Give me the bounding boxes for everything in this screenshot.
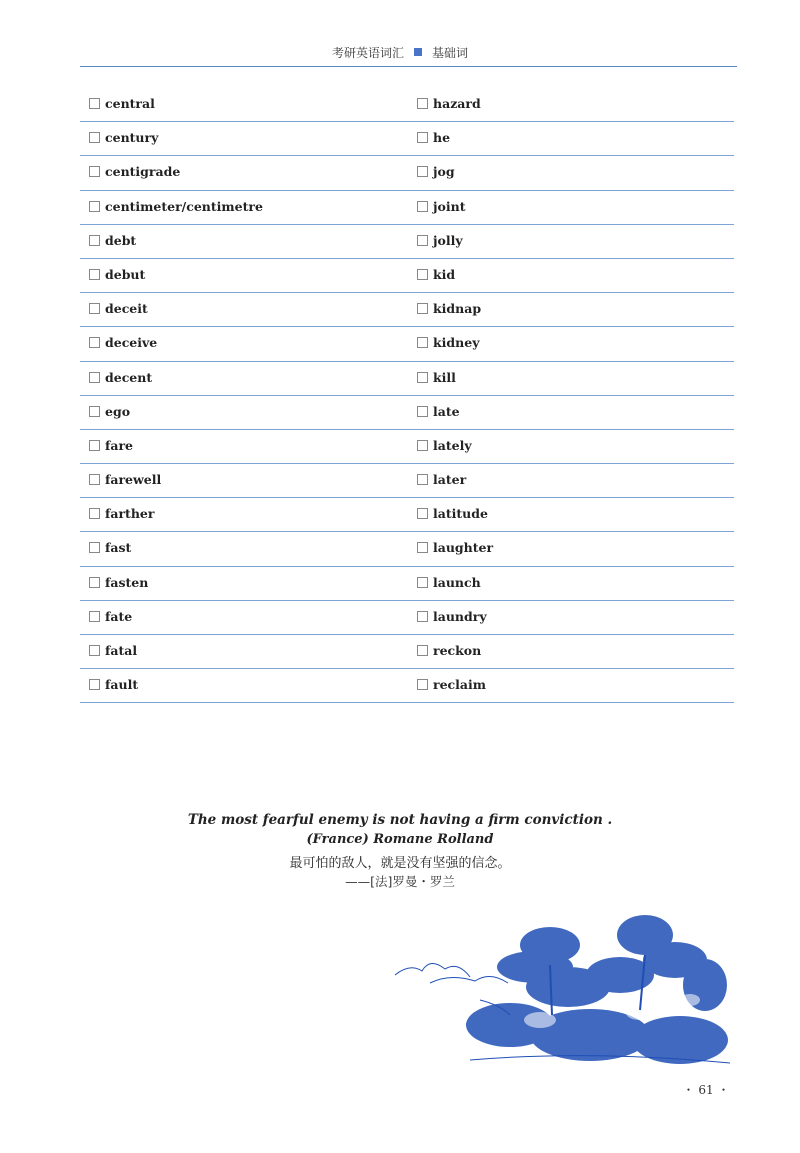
vocab-row — [80, 498, 734, 532]
vocab-word: reclaim — [433, 677, 486, 693]
vocab-row — [80, 396, 734, 430]
vocab-item-right — [417, 404, 460, 422]
vocab-word: fare — [105, 437, 134, 453]
vocab-item-left — [89, 233, 136, 251]
vocab-item-right — [417, 575, 481, 593]
vocab-item-left — [89, 199, 263, 217]
vocab-word: he — [433, 130, 451, 146]
checkbox-icon[interactable] — [89, 235, 100, 246]
vocab-item-right — [417, 130, 450, 148]
checkbox-icon[interactable] — [417, 406, 428, 417]
vocab-word: kill — [433, 369, 456, 385]
checkbox-icon[interactable] — [89, 269, 100, 280]
vocab-item-right — [417, 199, 465, 217]
vocab-item-right — [417, 233, 463, 251]
vocab-item-left — [89, 301, 148, 319]
vocab-row — [80, 88, 734, 122]
checkbox-icon[interactable] — [89, 303, 100, 314]
vocab-item-right — [417, 472, 466, 490]
vocab-word: laundry — [433, 608, 487, 624]
checkbox-icon[interactable] — [89, 166, 100, 177]
checkbox-icon[interactable] — [417, 508, 428, 519]
vocab-row — [80, 635, 734, 669]
vocab-item-right — [417, 301, 481, 319]
checkbox-icon[interactable] — [417, 132, 428, 143]
checkbox-icon[interactable] — [417, 166, 428, 177]
checkbox-icon[interactable] — [417, 440, 428, 451]
vocab-row — [80, 567, 734, 601]
checkbox-icon[interactable] — [89, 577, 100, 588]
vocab-item-left — [89, 643, 137, 661]
checkbox-icon[interactable] — [89, 337, 100, 348]
checkbox-icon[interactable] — [417, 679, 428, 690]
header-rule — [80, 66, 737, 67]
checkbox-icon[interactable] — [417, 474, 428, 485]
vocab-word: ego — [105, 403, 131, 419]
vocab-row — [80, 464, 734, 498]
header-square-icon — [414, 48, 422, 56]
vocab-word: laughter — [433, 540, 494, 556]
vocab-item-left — [89, 609, 132, 627]
vocabulary-list — [80, 88, 734, 703]
vocab-word: fault — [105, 677, 139, 693]
vocab-item-left — [89, 575, 148, 593]
vocab-item-right — [417, 438, 472, 456]
vocab-word: fate — [105, 608, 133, 624]
vocab-item-right — [417, 370, 456, 388]
vocab-word: fasten — [105, 574, 149, 590]
vocab-item-left — [89, 335, 157, 353]
vocab-word: launch — [433, 574, 481, 590]
checkbox-icon[interactable] — [89, 542, 100, 553]
checkbox-icon[interactable] — [89, 611, 100, 622]
vocab-row — [80, 156, 734, 190]
vocab-item-left — [89, 506, 154, 524]
checkbox-icon[interactable] — [417, 645, 428, 656]
vocab-row — [80, 327, 734, 361]
vocab-item-right — [417, 335, 479, 353]
vocab-row — [80, 362, 734, 396]
checkbox-icon[interactable] — [89, 132, 100, 143]
vocab-word: fatal — [105, 643, 138, 658]
checkbox-icon[interactable] — [417, 577, 428, 588]
page-number: ・ 61 ・ — [682, 1083, 730, 1097]
landscape-illustration — [390, 905, 735, 1075]
vocab-item-left — [89, 96, 155, 114]
header-book-title: 考研英语词汇 — [331, 46, 404, 60]
vocab-row — [80, 430, 734, 464]
vocab-word: debut — [105, 266, 146, 282]
checkbox-icon[interactable] — [89, 474, 100, 485]
vocab-word: farther — [105, 506, 155, 522]
checkbox-icon[interactable] — [417, 611, 428, 622]
checkbox-icon[interactable] — [89, 440, 100, 451]
vocab-word: jolly — [433, 232, 463, 248]
vocab-item-left — [89, 404, 130, 422]
vocab-row — [80, 191, 734, 225]
vocab-item-left — [89, 130, 158, 148]
checkbox-icon[interactable] — [417, 235, 428, 246]
checkbox-icon[interactable] — [89, 406, 100, 417]
vocab-word: hazard — [433, 96, 481, 111]
vocab-item-right — [417, 540, 493, 558]
vocab-word: century — [105, 130, 159, 146]
vocab-item-left — [89, 267, 145, 285]
vocab-word: joint — [433, 198, 466, 214]
vocab-item-left — [89, 677, 138, 695]
quote-english: The most fearful enemy is not having a firm conviction . — [187, 812, 613, 828]
vocab-item-right — [417, 506, 488, 524]
checkbox-icon[interactable] — [417, 201, 428, 212]
running-header — [0, 44, 800, 60]
vocab-word: kidney — [433, 335, 480, 351]
checkbox-icon[interactable] — [417, 337, 428, 348]
quote-author-chinese: ——[法]罗曼・罗兰 — [345, 874, 455, 889]
vocab-item-left — [89, 164, 180, 182]
vocab-word: lately — [433, 437, 472, 453]
vocab-item-right — [417, 96, 481, 114]
vocab-row — [80, 532, 734, 566]
vocab-row — [80, 601, 734, 635]
checkbox-icon[interactable] — [89, 372, 100, 383]
vocab-row — [80, 259, 734, 293]
vocab-item-left — [89, 370, 152, 388]
vocab-item-left — [89, 540, 131, 558]
checkbox-icon[interactable] — [89, 98, 100, 109]
vocab-item-left — [89, 438, 133, 456]
vocab-word: central — [105, 96, 155, 111]
vocab-word: jog — [433, 164, 455, 180]
vocab-word: later — [433, 472, 467, 488]
vocab-word: deceit — [105, 301, 148, 317]
checkbox-icon[interactable] — [417, 269, 428, 280]
vocab-item-right — [417, 164, 455, 182]
vocab-word: decent — [105, 369, 153, 385]
vocab-word: fast — [105, 540, 132, 556]
vocab-word: deceive — [105, 335, 158, 351]
checkbox-icon[interactable] — [417, 372, 428, 383]
vocab-row — [80, 669, 734, 703]
header-section-title: 基础词 — [432, 46, 469, 60]
quote-chinese: 最可怕的敌人，就是没有坚强的信念。 — [289, 856, 511, 871]
checkbox-icon[interactable] — [89, 645, 100, 656]
vocab-row — [80, 225, 734, 259]
vocab-item-right — [417, 609, 487, 627]
vocab-word: centigrade — [105, 164, 181, 180]
checkbox-icon[interactable] — [89, 508, 100, 519]
checkbox-icon[interactable] — [417, 303, 428, 314]
vocab-word: reckon — [433, 643, 482, 658]
vocab-word: centimeter/centimetre — [105, 198, 263, 214]
vocab-word: kid — [433, 266, 456, 282]
checkbox-icon[interactable] — [89, 201, 100, 212]
vocab-word: late — [433, 403, 460, 419]
checkbox-icon[interactable] — [417, 98, 428, 109]
vocab-item-right — [417, 643, 481, 661]
vocab-word: latitude — [433, 506, 488, 522]
vocab-item-left — [89, 472, 161, 490]
quote-author-english: (France) Romane Rolland — [306, 832, 494, 847]
vocab-row — [80, 293, 734, 327]
checkbox-icon[interactable] — [89, 679, 100, 690]
vocab-item-right — [417, 267, 455, 285]
vocab-word: farewell — [105, 472, 162, 488]
vocab-row — [80, 122, 734, 156]
vocab-word: debt — [105, 232, 137, 248]
vocab-word: kidnap — [433, 301, 482, 317]
vocab-item-right — [417, 677, 486, 695]
checkbox-icon[interactable] — [417, 542, 428, 553]
